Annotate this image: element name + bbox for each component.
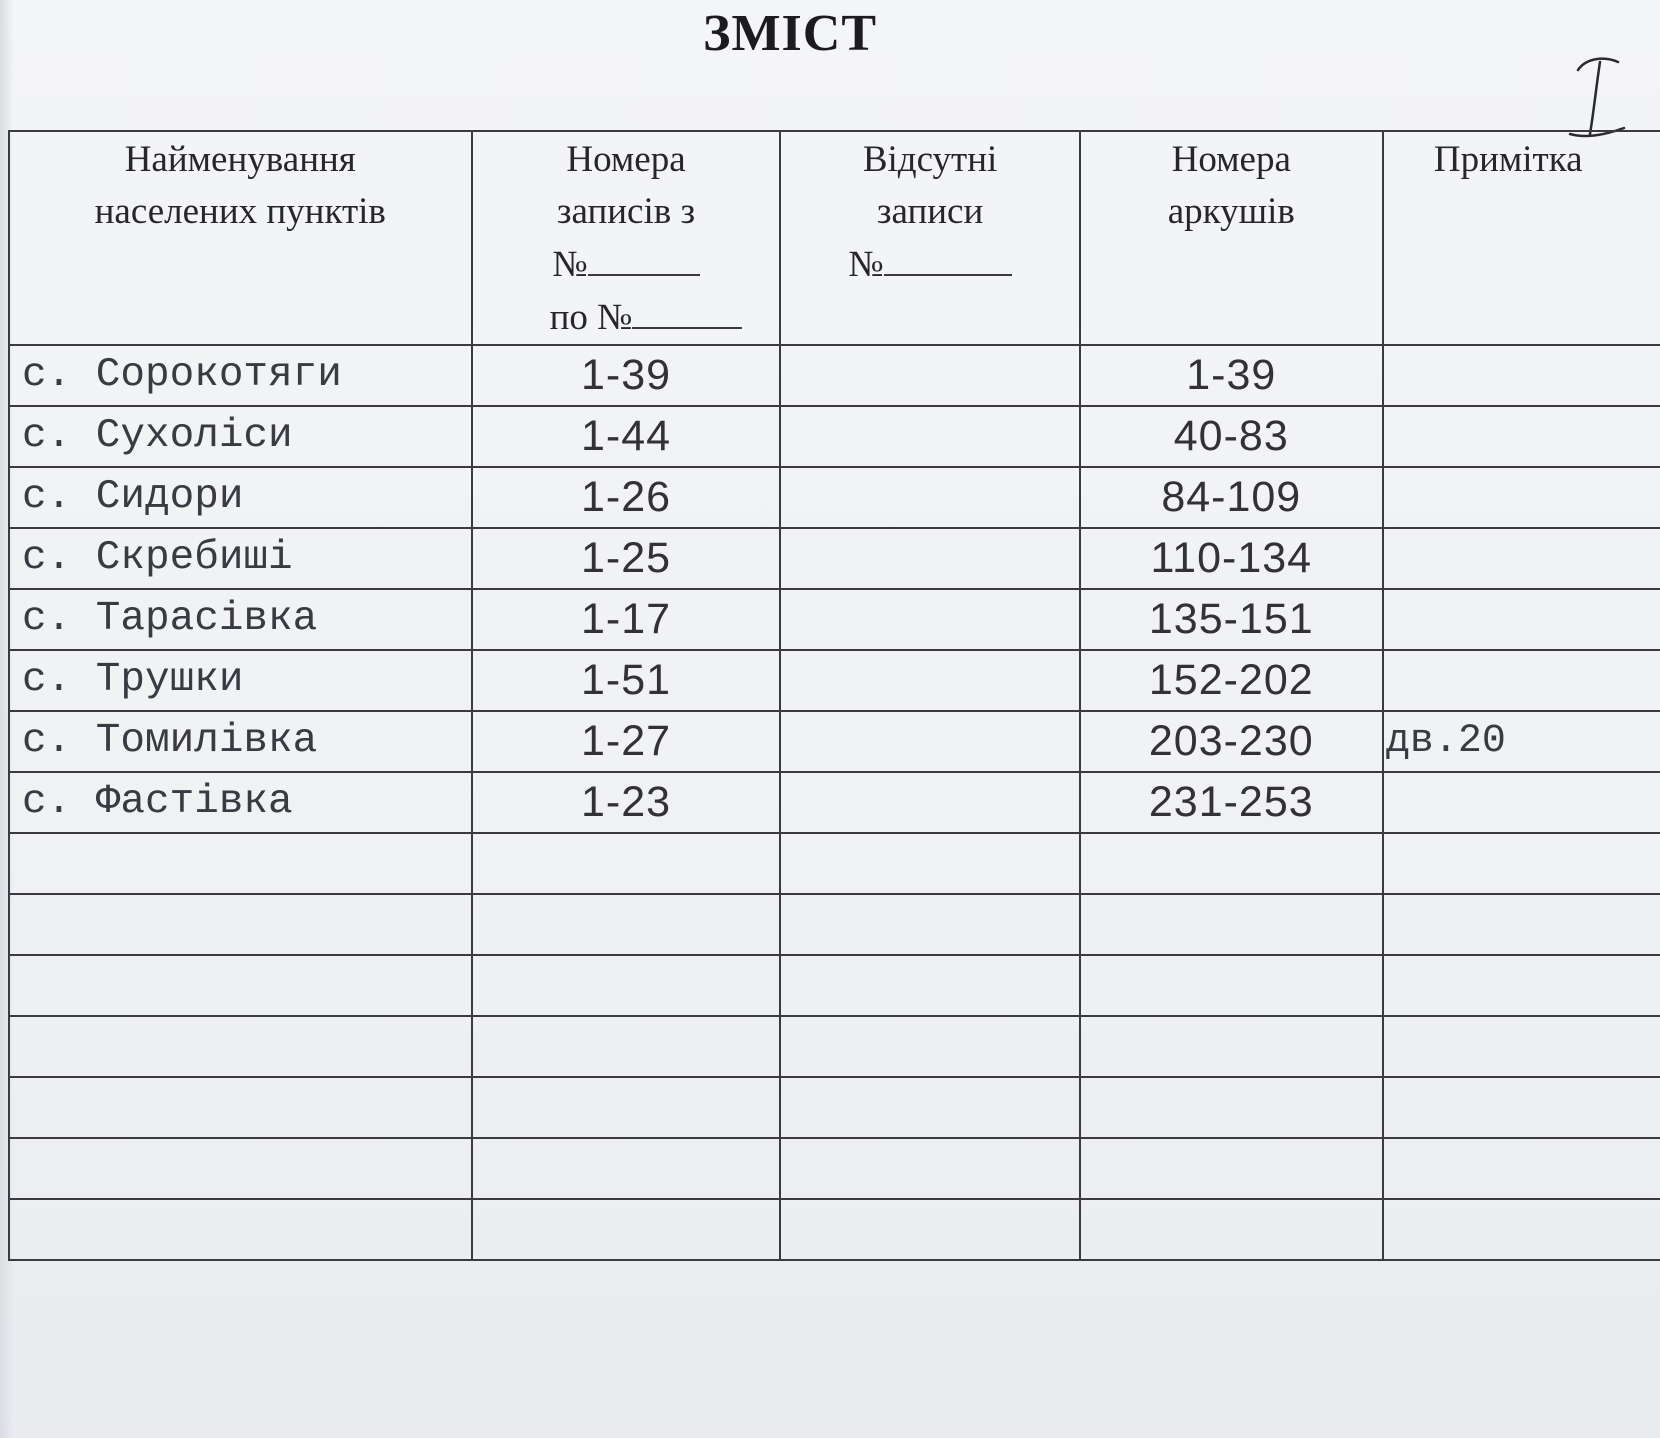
empty-cell <box>1383 1138 1660 1199</box>
settlement-name: с. Скребиші <box>9 528 472 589</box>
note: дв.20 <box>1383 711 1660 772</box>
sheet-range: 40-83 <box>1080 406 1383 467</box>
empty-cell <box>9 1138 472 1199</box>
header-sheet-numbers-text: Номера аркушів <box>1167 139 1295 232</box>
empty-cell <box>472 1199 781 1260</box>
empty-cell <box>9 955 472 1016</box>
empty-cell <box>780 833 1079 894</box>
missing-records <box>780 467 1079 528</box>
empty-cell <box>472 1016 781 1077</box>
empty-cell <box>1080 1016 1383 1077</box>
note <box>1383 772 1660 833</box>
sheet-range: 110-134 <box>1080 528 1383 589</box>
note <box>1383 467 1660 528</box>
empty-cell <box>9 1077 472 1138</box>
empty-cell <box>472 894 781 955</box>
empty-cell <box>9 833 472 894</box>
empty-cell <box>472 955 781 1016</box>
empty-row <box>9 894 1660 955</box>
blank-line <box>588 238 700 276</box>
record-range: 1-25 <box>472 528 781 589</box>
empty-row <box>9 1077 1660 1138</box>
missing-records <box>780 589 1079 650</box>
header-record-from-line <box>473 238 780 291</box>
page-title: ЗМІСТ <box>703 5 877 62</box>
empty-cell <box>1080 1077 1383 1138</box>
empty-cell <box>472 1138 781 1199</box>
table-row <box>9 772 1660 833</box>
empty-cell <box>1383 955 1660 1016</box>
empty-cell <box>1383 1199 1660 1260</box>
record-range: 1-23 <box>472 772 781 833</box>
empty-cell <box>780 1138 1079 1199</box>
empty-cell <box>1383 1016 1660 1077</box>
missing-records <box>780 406 1079 467</box>
sheet-range: 84-109 <box>1080 467 1383 528</box>
empty-cell <box>1080 894 1383 955</box>
empty-cell <box>780 1016 1079 1077</box>
empty-row <box>9 833 1660 894</box>
sheet-range: 203-230 <box>1080 711 1383 772</box>
header-record-to-line <box>473 291 780 344</box>
settlement-name: с. Сидори <box>9 467 472 528</box>
note <box>1383 589 1660 650</box>
record-range: 1-17 <box>472 589 781 650</box>
empty-cell <box>780 1077 1079 1138</box>
empty-cell <box>9 1199 472 1260</box>
header-record-numbers <box>472 131 781 345</box>
empty-cell <box>1080 1199 1383 1260</box>
empty-cell <box>1080 1138 1383 1199</box>
settlement-name: с. Трушки <box>9 650 472 711</box>
note <box>1383 650 1660 711</box>
settlement-name: с. Фастівка <box>9 772 472 833</box>
contents-table <box>8 130 1660 1261</box>
header-record-numbers-text: Номера записів з <box>556 139 696 232</box>
empty-cell <box>1080 955 1383 1016</box>
missing-records <box>780 650 1079 711</box>
header-note <box>1383 131 1660 345</box>
table-row <box>9 467 1660 528</box>
header-settlement-name <box>9 131 472 345</box>
settlement-name: с. Сухоліси <box>9 406 472 467</box>
table-row <box>9 650 1660 711</box>
empty-cell <box>1383 894 1660 955</box>
empty-cell <box>472 1077 781 1138</box>
blank-line <box>632 291 742 329</box>
empty-cell <box>472 833 781 894</box>
table-header-row <box>9 131 1660 345</box>
header-note-text: Примітка <box>1433 139 1583 180</box>
empty-cell <box>1383 833 1660 894</box>
header-missing-no-line <box>781 238 1078 291</box>
table-row <box>9 528 1660 589</box>
header-record-from-no: № <box>552 244 588 285</box>
sheet-range: 231-253 <box>1080 772 1383 833</box>
missing-records <box>780 345 1079 406</box>
record-range: 1-51 <box>472 650 781 711</box>
note <box>1383 406 1660 467</box>
empty-row <box>9 1016 1660 1077</box>
record-range: 1-44 <box>472 406 781 467</box>
empty-cell <box>1080 833 1383 894</box>
empty-row <box>9 1138 1660 1199</box>
header-record-to-no: по № <box>549 297 633 338</box>
empty-cell <box>780 955 1079 1016</box>
empty-cell <box>1383 1077 1660 1138</box>
empty-row <box>9 955 1660 1016</box>
missing-records <box>780 711 1079 772</box>
sheet-range: 135-151 <box>1080 589 1383 650</box>
settlement-name: с. Томилівка <box>9 711 472 772</box>
table-row <box>9 589 1660 650</box>
header-missing-records <box>780 131 1079 345</box>
header-settlement-name-text: Найменування населених пунктів <box>94 139 386 232</box>
header-missing-records-text: Відсутні записи <box>862 139 998 232</box>
empty-row <box>9 1199 1660 1260</box>
settlement-name: с. Сорокотяги <box>9 345 472 406</box>
table-row <box>9 406 1660 467</box>
table-row <box>9 711 1660 772</box>
note <box>1383 528 1660 589</box>
empty-cell <box>9 1016 472 1077</box>
missing-records <box>780 772 1079 833</box>
header-missing-no: № <box>848 244 884 285</box>
missing-records <box>780 528 1079 589</box>
sheet-range: 1-39 <box>1080 345 1383 406</box>
empty-cell <box>780 1199 1079 1260</box>
header-sheet-numbers <box>1080 131 1383 345</box>
blank-line <box>884 238 1012 276</box>
record-range: 1-26 <box>472 467 781 528</box>
sheet-range: 152-202 <box>1080 650 1383 711</box>
table-row <box>9 345 1660 406</box>
note <box>1383 345 1660 406</box>
record-range: 1-27 <box>472 711 781 772</box>
empty-cell <box>780 894 1079 955</box>
record-range: 1-39 <box>472 345 781 406</box>
settlement-name: с. Тарасівка <box>9 589 472 650</box>
empty-cell <box>9 894 472 955</box>
